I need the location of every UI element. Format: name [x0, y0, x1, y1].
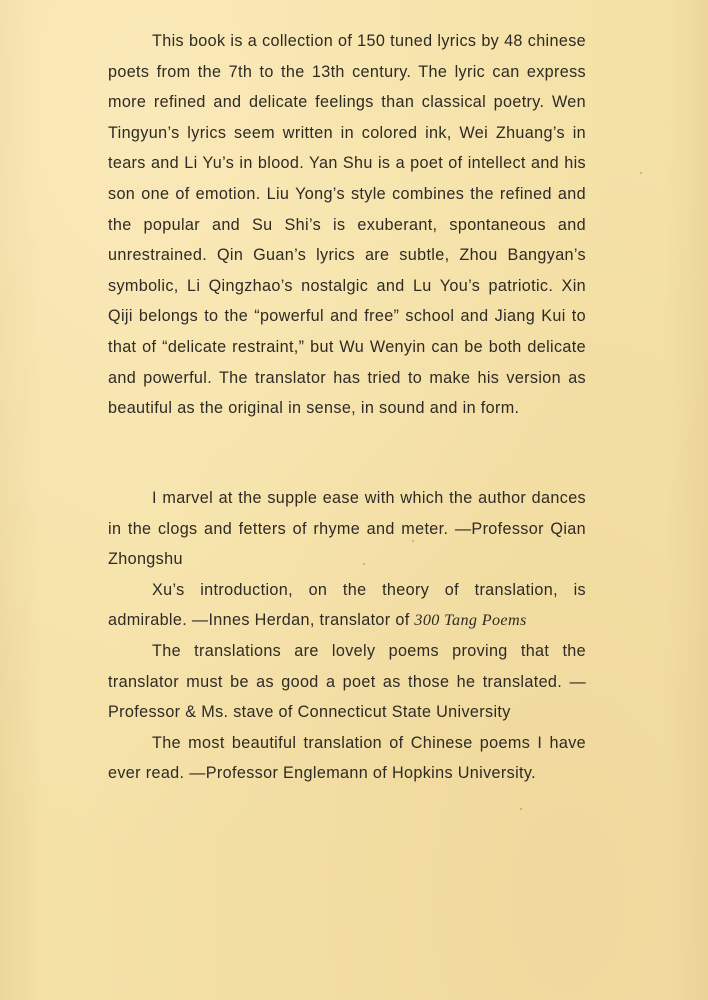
praise-quote-herdan	[108, 575, 586, 636]
praise-quote-englemann: The most beautiful translation of Chinese poems I have ever read. —Professor Englemann of Hopkins University.	[108, 733, 586, 783]
praise-quote-connecticut: The translations are lovely poems proving that the translator must be as good a poet as those he translated. —Professor & Ms. stave of Connecticut State University	[108, 641, 586, 722]
paper-speck	[520, 808, 522, 810]
paper-speck	[363, 563, 365, 565]
praise-quote-herdan-text: Xu’s introduction, on the theory of translation, is admirable. —Innes Herdan, translator of	[108, 580, 586, 630]
praise-quote-qian: I marvel at the supple ease with which the author dances in the clogs and fetters of rhyme and meter. —Professor Qian Zhongshu	[108, 489, 586, 569]
praise-section	[108, 483, 586, 789]
paper-speck	[640, 172, 642, 174]
book-title-300-tang-poems: 300 Tang Poems	[414, 611, 527, 630]
paper-speck	[412, 540, 414, 542]
book-description	[108, 26, 586, 424]
description-paragraph: This book is a collection of 150 tuned lyrics by 48 chinese poets from the 7th to the 13th century. The lyric can express more refined and delicate feelings than classical poetry. Wen Tingyun’s lyrics seem written in colored ink, Wei Zhuang’s in tears and Li Yu’s in blood. Yan Shu is a poet of intellect and his son one of emotion. Liu Yong’s style combines the refined and the popular and Su Shi’s is exuberant, spontaneous and unrestrained. Qin Guan’s lyrics are subtle, Zhou Bangyan’s symbolic, Li Qingzhao’s nostalgic and Lu You’s patriotic. Xin Qiji belongs to the “powerful and free” school and Jiang Kui to that of “delicate restraint,” but Wu Wenyin can be both delicate and powerful. The translator has tried to make his version as beautiful as the original in sense, in sound and in form.	[108, 32, 586, 418]
